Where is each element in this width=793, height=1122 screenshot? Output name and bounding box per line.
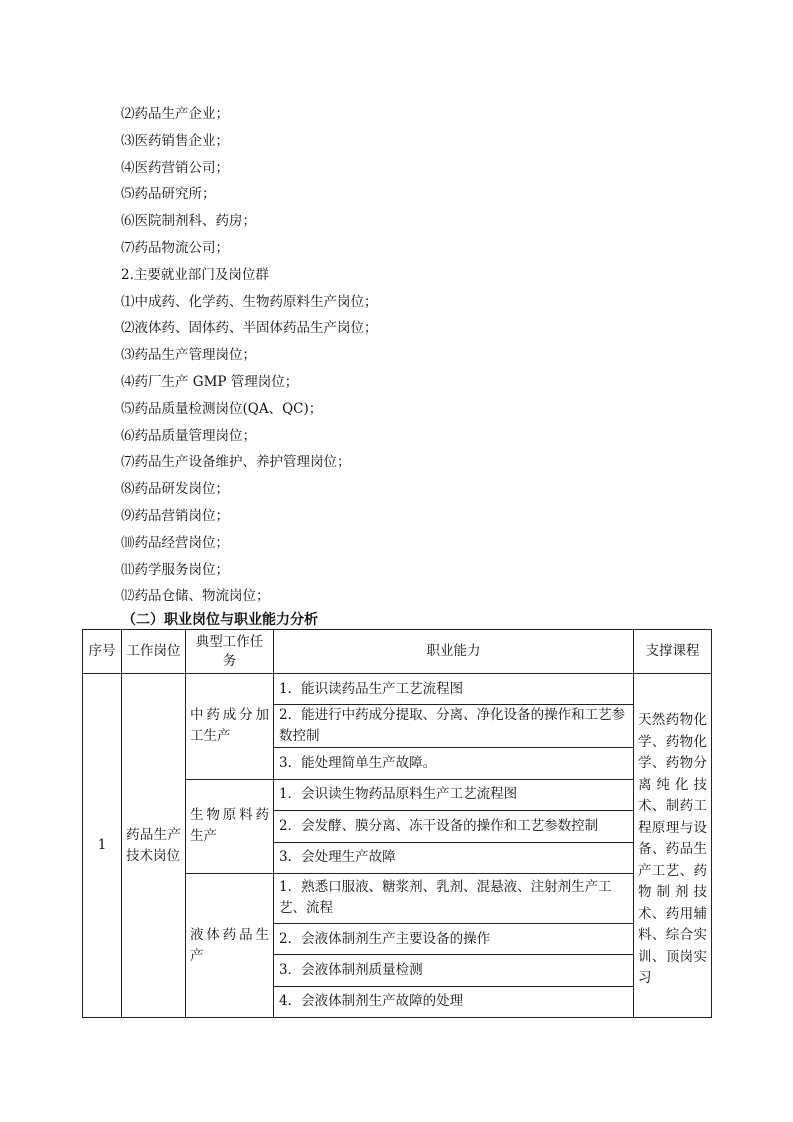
ability-item: 4．会液体制剂生产故障的处理 xyxy=(274,986,634,1017)
list-item: ⑵液体药、固体药、半固体药品生产岗位； xyxy=(121,320,378,337)
section-title: （二）职业岗位与职业能力分析 xyxy=(122,612,318,628)
task-name: 生物原料药生产 xyxy=(186,779,274,873)
list-item: ⑵药品生产企业； xyxy=(121,106,229,122)
list-item: ⑶药品生产管理岗位； xyxy=(121,347,256,364)
list-item: ⑸药品研究所； xyxy=(121,186,216,203)
ability-item: 2．会发酵、膜分离、冻干设备的操作和工艺参数控制 xyxy=(274,811,634,842)
post-name: 药品生产技术岗位 xyxy=(122,674,186,1018)
list-item: ⑷医药营销公司； xyxy=(121,159,229,176)
row-number: 1 xyxy=(83,674,122,1018)
list-item: ⑹药品质量管理岗位； xyxy=(121,427,256,444)
header-course: 支撑课程 xyxy=(634,630,712,674)
support-courses: 天然药物化学、药物化学、药物分离纯化技术、制药工程原理与设备、药品生产工艺、药物制剂技术、药用辅料、综合实训、顶岗实习 xyxy=(634,674,712,1018)
list-item: ⑿药品仓储、物流岗位； xyxy=(121,588,270,605)
list-item: ⑶医药销售企业； xyxy=(121,132,229,149)
list-item: ⑷药厂生产 GMP 管理岗位； xyxy=(121,373,299,390)
list-item: ⑺药品生产设备维护、养护管理岗位； xyxy=(121,454,351,471)
ability-item: 1．能识读药品生产工艺流程图 xyxy=(274,674,634,705)
employment-list xyxy=(121,101,721,610)
table-row xyxy=(83,674,712,705)
ability-item: 2．会液体制剂生产主要设备的操作 xyxy=(274,923,634,954)
task-name: 液体药品生产 xyxy=(186,873,274,1017)
ability-analysis-table xyxy=(82,629,712,1018)
ability-item: 1．熟悉口服液、糖浆剂、乳剂、混悬液、注射剂生产工艺、流程 xyxy=(274,873,634,923)
ability-item: 2．能进行中药成分提取、分离、净化设备的操作和工艺参数控制 xyxy=(274,705,634,748)
list-item: ⑴中成药、化学药、生物药原料生产岗位； xyxy=(121,293,378,310)
header-post: 工作岗位 xyxy=(122,630,186,674)
list-item: ⑾药学服务岗位； xyxy=(121,561,229,578)
task-name: 中药成分加工生产 xyxy=(186,674,274,780)
ability-item: 3．会液体制剂质量检测 xyxy=(274,955,634,986)
list-item: ⑼药品营销岗位； xyxy=(121,507,229,524)
list-item: ⑹医院制剂科、药房； xyxy=(121,213,256,230)
ability-item: 3．会处理生产故障 xyxy=(274,842,634,873)
table-header-row xyxy=(83,630,712,674)
header-task: 典型工作任务 xyxy=(186,630,274,674)
list-item: ⑺药品物流公司； xyxy=(121,239,229,256)
list-item: ⑻药品研发岗位； xyxy=(121,481,229,498)
departments-heading: 2.主要就业部门及岗位群 xyxy=(121,266,269,283)
list-item: ⑽药品经营岗位； xyxy=(121,534,229,551)
header-ability: 职业能力 xyxy=(274,630,634,674)
header-no: 序号 xyxy=(83,630,122,674)
ability-item: 3．能处理简单生产故障。 xyxy=(274,748,634,779)
list-item: ⑸药品质量检测岗位(QA、QC)； xyxy=(121,400,323,417)
ability-item: 1．会识读生物药品原料生产工艺流程图 xyxy=(274,779,634,810)
